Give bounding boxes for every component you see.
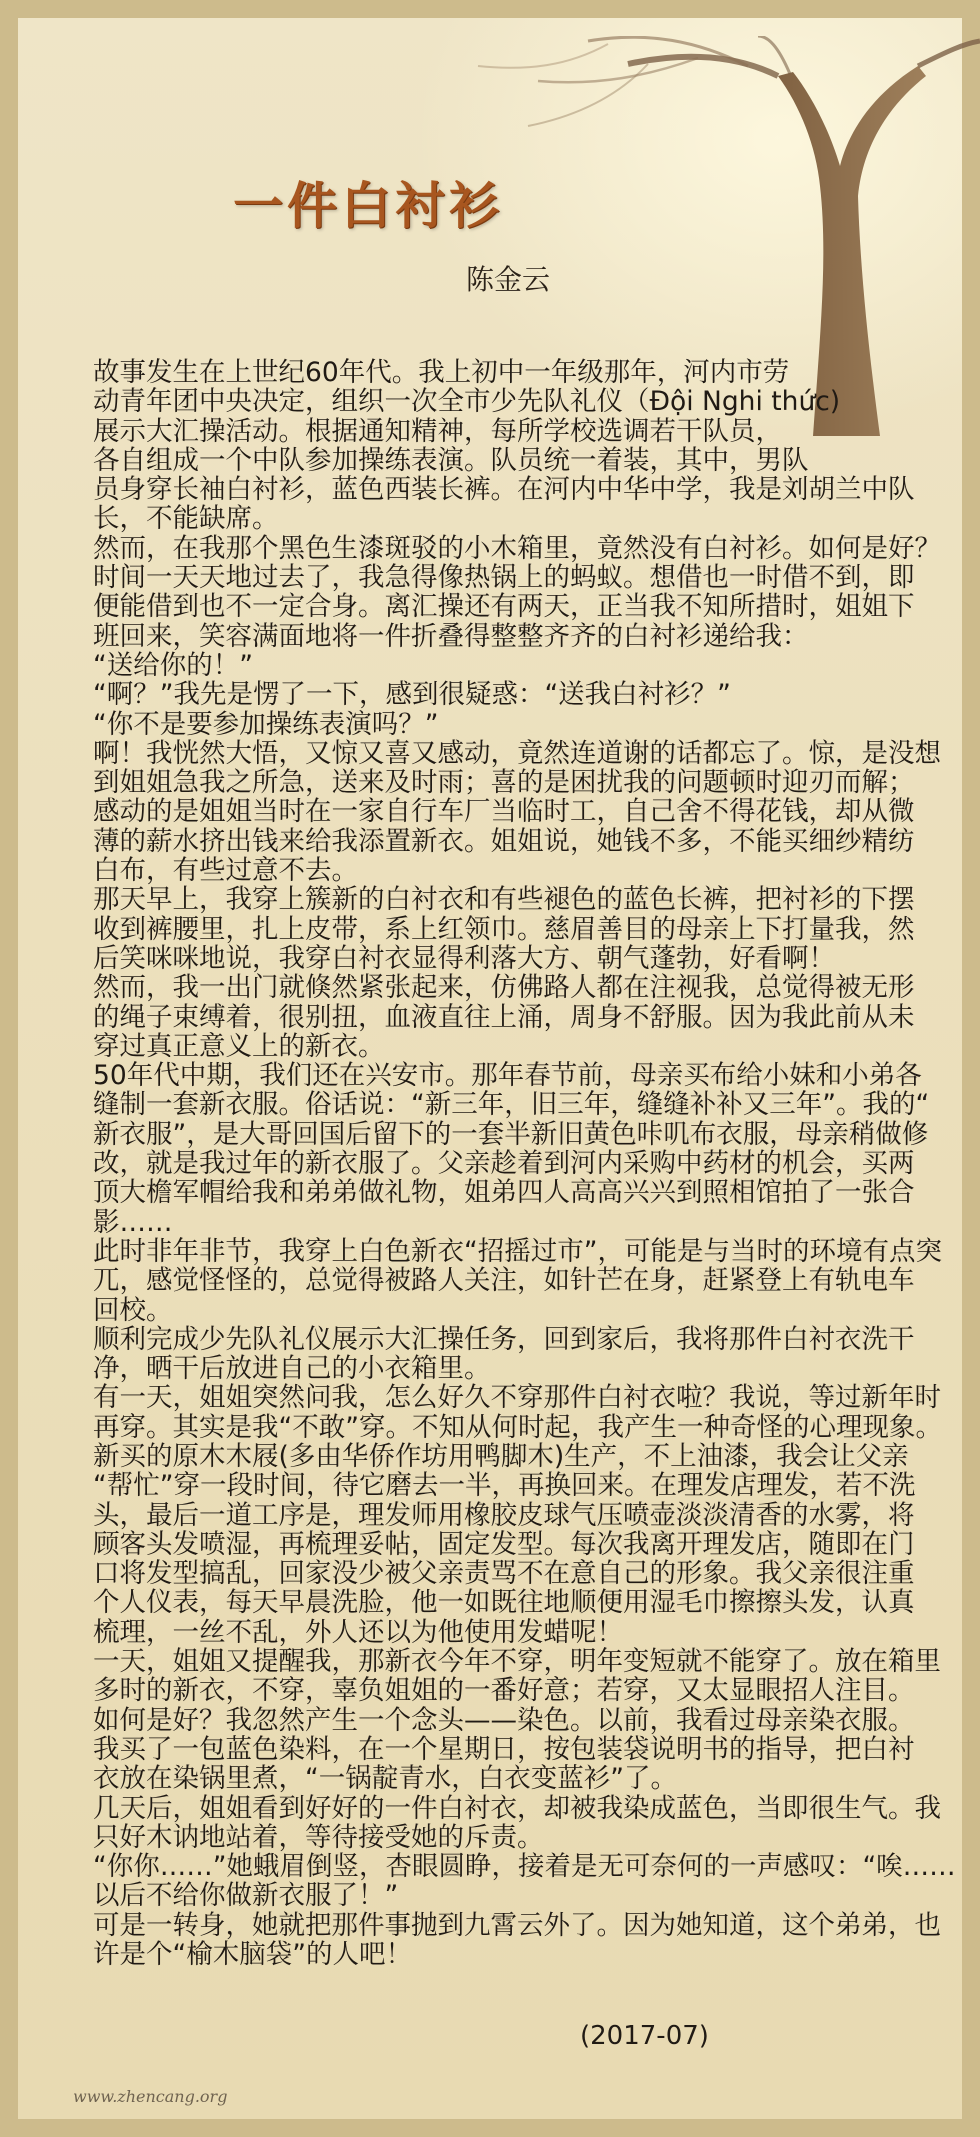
- body-line: 改，就是我过年的新衣服了。父亲趁着到河内采购中药材的机会，买两: [93, 1148, 915, 1180]
- body-line: 然而，我一出门就倏然紧张起来，仿佛路人都在注视我，总觉得被无形: [93, 972, 915, 1004]
- body-line: 员身穿长袖白衬衫，蓝色西装长裤。在河内中华中学，我是刘胡兰中队: [93, 474, 915, 506]
- body-line: 班回来，笑容满面地将一件折叠得整整齐齐的白衬衫递给我：: [93, 620, 809, 652]
- body-line: 如何是好？我忽然产生一个念头——染色。以前，我看过母亲染衣服。: [93, 1704, 915, 1736]
- body-line: “送给你的！”: [93, 649, 253, 681]
- body-line: 到姐姐急我之所急，送来及时雨；喜的是困扰我的问题顿时迎刃而解；: [93, 767, 915, 799]
- article-title: 一件白衬衫: [233, 177, 503, 235]
- article-author: 陈金云: [465, 263, 550, 296]
- body-line: 顶大檐军帽给我和弟弟做礼物，姐弟四人高高兴兴到照相馆拍了一张合: [93, 1177, 915, 1209]
- body-line: 展示大汇操活动。根据通知精神，每所学校选调若干队员，: [93, 415, 782, 447]
- body-line: 薄的薪水挤出钱来给我添置新衣。姐姐说，她钱不多，不能买细纱精纺: [93, 825, 915, 857]
- body-line: 可是一转身，她就把那件事抛到九霄云外了。因为她知道，这个弟弟，也: [93, 1909, 941, 1941]
- body-line: 以后不给你做新衣服了！”: [93, 1880, 399, 1912]
- body-line: 时间一天天地过去了，我急得像热锅上的蚂蚁。想借也一时借不到，即: [93, 562, 915, 594]
- body-line: “你你……”她蛾眉倒竖，杏眼圆睁，接着是无可奈何的一声感叹：“唉……: [93, 1851, 956, 1883]
- body-line: 梳理，一丝不乱，外人还以为他使用发蜡呢！: [93, 1616, 623, 1648]
- body-line: 便能借到也不一定合身。离汇操还有两天，正当我不知所措时，姐姐下: [93, 591, 915, 623]
- body-line: “啊？”我先是愣了一下，感到很疑惑：“送我白衬衫？”: [93, 679, 731, 711]
- body-line: 新衣服”，是大哥回国后留下的一套半新旧黄色咔叽布衣服，母亲稍做修: [93, 1118, 929, 1150]
- body-line: 影……: [93, 1206, 173, 1238]
- body-line: 此时非年非节，我穿上白色新衣“招摇过市”，可能是与当时的环境有点突: [93, 1235, 942, 1267]
- body-line: 故事发生在上世纪60年代。我上初中一年级那年，河内市劳: [93, 357, 790, 388]
- body-line: 有一天，姐姐突然问我，怎么好久不穿那件白衬衣啦？我说，等过新年时: [93, 1382, 941, 1414]
- body-line: 一天，姐姐又提醒我，那新衣今年不穿，明年变短就不能穿了。放在箱里: [93, 1646, 941, 1678]
- body-line: “你不是要参加操练表演吗？”: [93, 708, 439, 740]
- body-line: 衣放在染锅里煮，“一锅靛青水，白衣变蓝衫”了。: [93, 1763, 677, 1795]
- body-line: 的绳子束缚着，很别扭，血液直往上涌，周身不舒服。因为我此前从未: [93, 1001, 915, 1033]
- body-line: 顾客头发喷湿，再梳理妥帖，固定发型。每次我离开理发店，随即在门: [93, 1528, 915, 1560]
- body-line: 个人仪表，每天早晨洗脸，他一如既往地顺便用湿毛巾擦擦头发，认真: [93, 1587, 915, 1619]
- body-line: 顺利完成少先队礼仪展示大汇操任务，回到家后，我将那件白衬衣洗干: [93, 1323, 915, 1355]
- body-line: 净，晒干后放进自己的小衣箱里。: [93, 1353, 491, 1385]
- body-line: 然而，在我那个黑色生漆斑驳的小木箱里，竟然没有白衬衫。如何是好？: [93, 532, 941, 564]
- body-line: 口将发型搞乱，回家没少被父亲责骂不在意自己的形象。我父亲很注重: [93, 1558, 915, 1590]
- body-line: 长，不能缺席。: [93, 503, 279, 535]
- body-line: 头，最后一道工序是，理发师用橡胶皮球气压喷壶淡淡清香的水雾，将: [93, 1499, 915, 1531]
- article-body: [93, 357, 956, 1971]
- body-line: 啊！我恍然大悟，又惊又喜又感动，竟然连道谢的话都忘了。惊，是没想: [93, 737, 941, 769]
- body-line: 几天后，姐姐看到好好的一件白衬衣，却被我染成蓝色，当即很生气。我: [93, 1792, 941, 1824]
- body-line: 动青年团中央决定，组织一次全市少先队礼仪（Đội Nghi thức): [93, 386, 841, 418]
- body-line: 我买了一包蓝色染料，在一个星期日，按包装袋说明书的指导，把白衬: [93, 1733, 915, 1765]
- body-line: 那天早上，我穿上簇新的白衬衣和有些褪色的蓝色长裤，把衬衫的下摆: [93, 884, 915, 916]
- body-line: 再穿。其实是我“不敢”穿。不知从何时起，我产生一种奇怪的心理现象。: [93, 1411, 942, 1443]
- body-line: 穿过真正意义上的新衣。: [93, 1030, 385, 1062]
- body-line: 新买的原木木屐(多由华侨作坊用鸭脚木)生产，不上油漆，我会让父亲: [93, 1440, 909, 1472]
- body-line: 缝制一套新衣服。俗话说：“新三年，旧三年，缝缝补补又三年”。我的“: [93, 1089, 930, 1121]
- body-line: 多时的新衣，不穿，辜负姐姐的一番好意；若穿，又太显眼招人注目。: [93, 1675, 915, 1707]
- body-line: 兀，感觉怪怪的，总觉得被路人关注，如针芒在身，赶紧登上有轨电车: [93, 1265, 915, 1297]
- body-line: 只好木讷地站着，等待接受她的斥责。: [93, 1821, 544, 1853]
- body-line: 50年代中期，我们还在兴安市。那年春节前，母亲买布给小妹和小弟各: [93, 1060, 922, 1092]
- body-line: 感动的是姐姐当时在一家自行车厂当临时工，自己舍不得花钱，却从微: [93, 796, 915, 828]
- body-line: 后笑咪咪地说，我穿白衬衣显得利落大方、朝气蓬勃，好看啊！: [93, 942, 835, 974]
- body-line: 白布，有些过意不去。: [93, 855, 358, 887]
- body-line: “帮忙”穿一段时间，待它磨去一半，再换回来。在理发店理发，若不洗: [93, 1470, 916, 1502]
- body-line: 收到裤腰里，扎上皮带，系上红领巾。慈眉善目的母亲上下打量我，然: [93, 913, 915, 945]
- body-line: 回校。: [93, 1294, 173, 1326]
- website-url[interactable]: www.zhencang.org: [73, 2087, 228, 2106]
- article-date: (2017-07): [580, 2021, 709, 2051]
- body-line: 许是个“榆木脑袋”的人吧！: [93, 1939, 412, 1971]
- body-line: 各自组成一个中队参加操练表演。队员统一着装，其中，男队: [93, 444, 809, 476]
